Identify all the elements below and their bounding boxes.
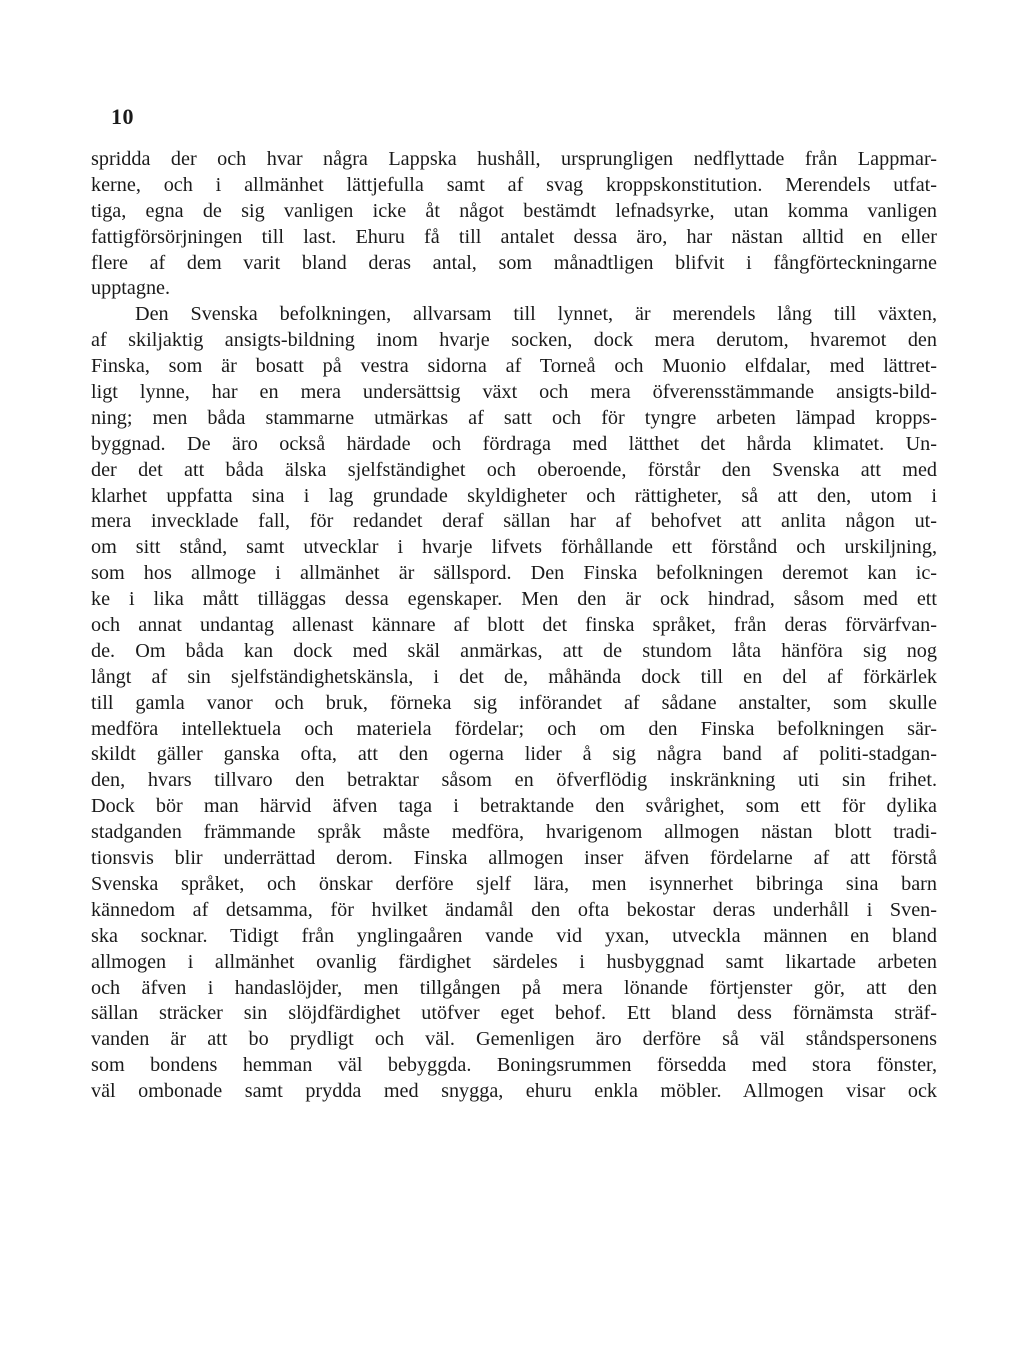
text-line: Dock bör man härvid äfven taga i betraktande den svårighet, som ett för dylika — [91, 795, 937, 818]
page-number: 10 — [111, 104, 134, 129]
text-line: klarhet uppfatta sina i lag grundade skyldigheter och rättigheter, så att den, utom i — [91, 484, 937, 507]
text-line: de. Om båda kan dock med skäl anmärkas, att de stundom låta hänföra sig nog — [91, 639, 937, 662]
text-line: långt af sin sjelfständighetskänsla, i det de, måhända dock till en del af förkärlek — [91, 665, 937, 688]
text-line: stadganden främmande språk måste medföra, hvarigenom allmogen nästan blott tradi- — [91, 821, 937, 844]
text-line: af skiljaktig ansigts-bildning inom hvarje socken, dock mera derutom, hvaremot den — [91, 329, 937, 352]
text-line: vanden är att bo prydligt och väl. Gemenligen äro derföre så väl ståndspersonens — [91, 1028, 937, 1051]
text-line: tionsvis blir underrättad derom. Finska allmogen inser äfven fördelarne af att förstå — [91, 847, 937, 870]
text-line: Finska, som är bosatt på vestra sidorna af Torneå och Muonio elfdalar, med lättret- — [91, 355, 937, 378]
text-line: ning; men båda stammarne utmärkas af satt och för tyngre arbeten lämpad kropps- — [91, 406, 937, 429]
text-line: Svenska språket, och önskar derföre sjelf lära, men isynnerhet bibringa sina barn — [91, 872, 937, 895]
text-line: sällan sträcker sin slöjdfärdighet utöfver eget behof. Ett bland dess förnämsta sträf- — [91, 1002, 937, 1025]
text-line: ke i lika mått tilläggas dessa egenskaper. Men den är ock hindrad, såsom med ett — [91, 588, 937, 611]
text-line: och äfven i handaslöjder, men tillgången på mera lönande förtjenster gör, att den — [91, 976, 937, 999]
text-line: skildt gäller ganska ofta, att den ogerna lider å sig några band af politi-stadgan- — [91, 743, 937, 766]
text-line: tiga, egna de sig vanligen icke åt något bestämdt lefnadsyrke, utan komma vanligen — [91, 199, 937, 222]
text-line: till gamla vanor och bruk, förneka sig införandet af sådane anstalter, som skulle — [91, 691, 937, 714]
text-line: der det att båda älska sjelfständighet och oberoende, förstår den Svenska att med — [91, 458, 937, 481]
body-text — [91, 147, 937, 1105]
text-line: ligt lynne, har en mera undersättsig växt och mera öfverensstämmande ansigts-bild- — [91, 381, 937, 404]
text-line: medföra intellektuela och materiela fördelar; och om den Finska befolkningen sär- — [91, 717, 937, 740]
text-line: flere af dem varit bland deras antal, som månadtligen blifvit i fångförteckningarne — [91, 251, 937, 274]
text-line: ska socknar. Tidigt från ynglingaåren vande vid yxan, utveckla männen en bland — [91, 924, 937, 947]
text-line: som bondens hemman väl bebyggda. Boningsrummen försedda med stora fönster, — [91, 1054, 937, 1077]
text-line: allmogen i allmänhet ovanlig färdighet särdeles i husbyggnad samt likartade arbeten — [91, 950, 937, 973]
text-line: som hos allmoge i allmänhet är sällspord. Den Finska befolkningen deremot kan ic- — [91, 562, 937, 585]
text-line: Den Svenska befolkningen, allvarsam till lynnet, är merendels lång till växten, — [135, 303, 937, 326]
text-line: byggnad. De äro också härdade och fördraga med lätthet det hårda klimatet. Un- — [91, 432, 937, 455]
text-line: om sitt stånd, samt utvecklar i hvarje lifvets förhållande ett förstånd och urskiljning, — [91, 536, 937, 559]
text-line: mera invecklade fall, för redandet deraf sällan har af behofvet att anlita någon ut- — [91, 510, 937, 533]
text-line: kerne, och i allmänhet lättjefulla samt af svag kroppskonstitution. Merendels utfat- — [91, 173, 937, 196]
text-line: upptagne. — [91, 277, 171, 300]
text-line: spridda der och hvar några Lappska hushåll, ursprungligen nedflyttade från Lappmar- — [91, 148, 937, 170]
text-line: väl ombonade samt prydda med snygga, ehuru enkla möbler. Allmogen visar ock — [91, 1080, 937, 1103]
text-line: den, hvars tillvaro den betraktar såsom en öfverflödig inskränkning uti sin frihet. — [91, 769, 937, 792]
text-line: kännedom af detsamma, för hvilket ändamål den ofta bekostar deras underhåll i Sven- — [91, 898, 937, 921]
text-line: och annat undantag allenast kännare af blott det finska språket, från deras förvärfvan- — [91, 614, 937, 637]
text-line: fattigförsörjningen till last. Ehuru få till antalet dessa äro, har nästan alltid en eller — [91, 225, 937, 248]
